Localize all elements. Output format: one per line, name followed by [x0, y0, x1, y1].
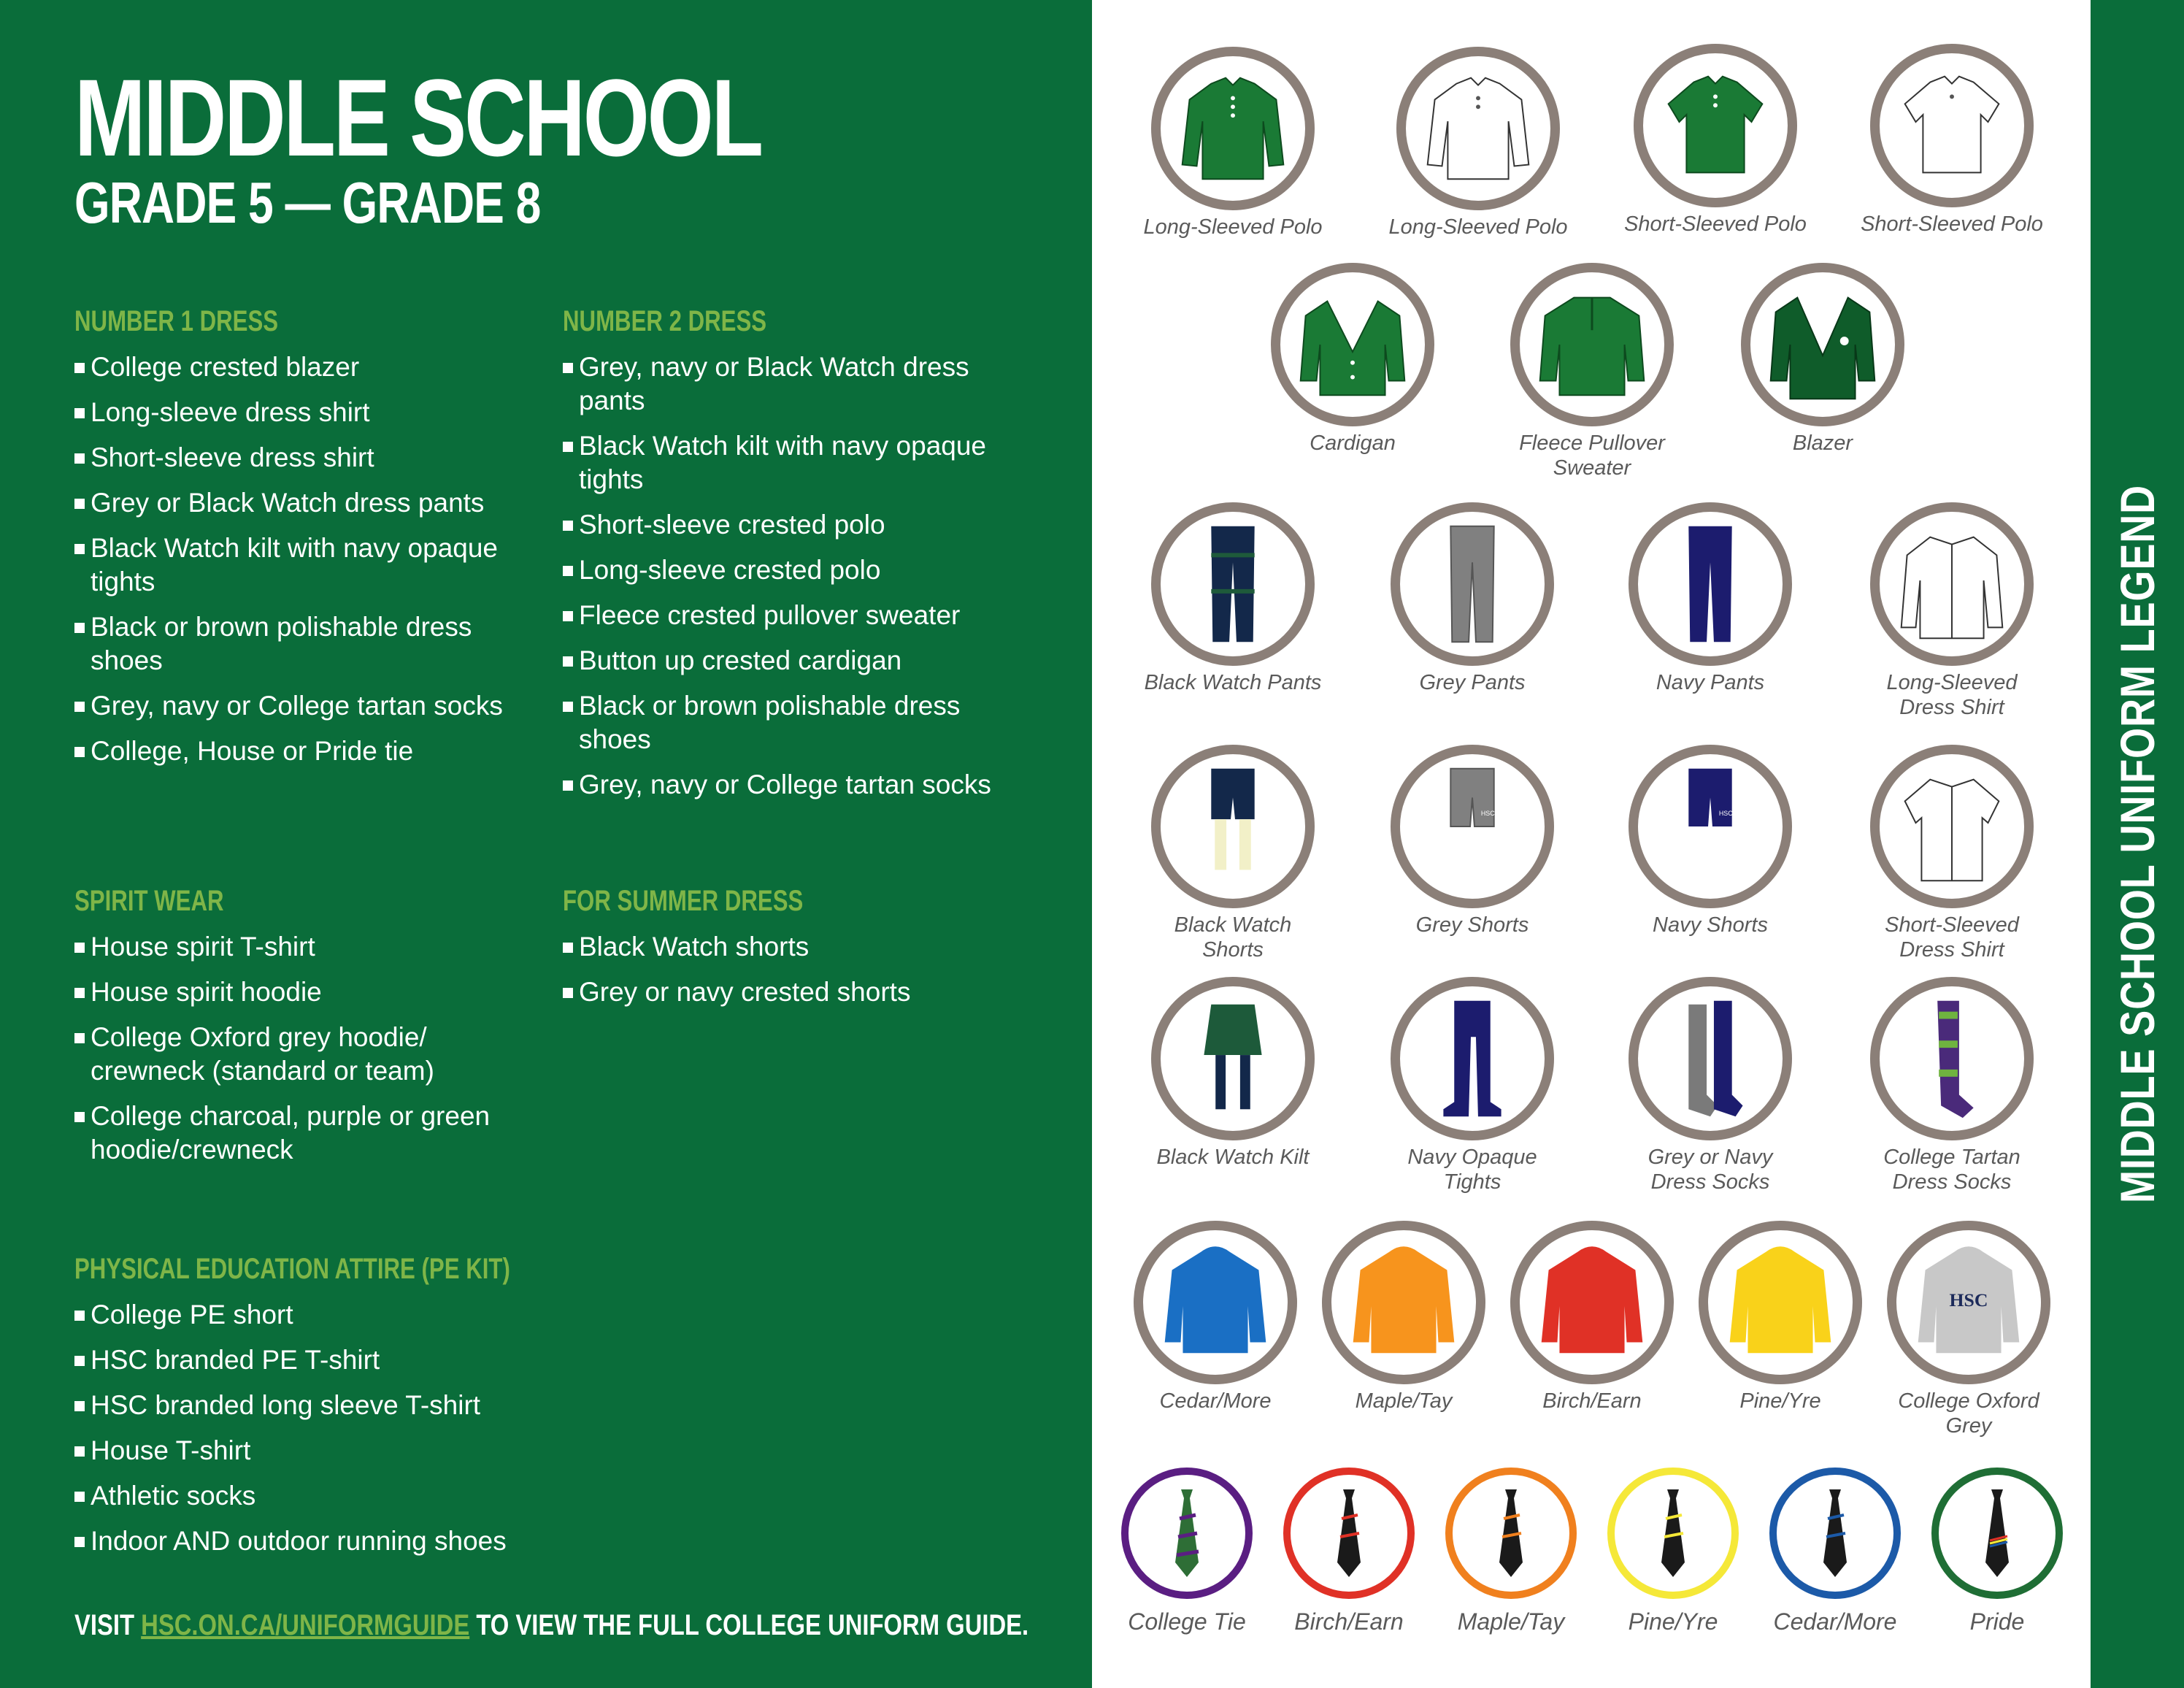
legend-item-navy-shorts: [1619, 745, 1802, 937]
legend-item-green-short-polo: [1624, 44, 1807, 237]
white-short-polo-icon: [1870, 44, 2034, 207]
legend-label: Short-Sleeved Dress Shirt: [1885, 913, 2019, 962]
legend-item-fleece: [1501, 263, 1683, 480]
legend-label: Birch/Earn: [1542, 1389, 1642, 1413]
spirit-wear-section: [74, 885, 542, 1178]
legend-item-tie-pride: [1917, 1468, 2077, 1634]
list-item: Athletic socks: [74, 1479, 542, 1513]
section-heading: FOR SUMMER DRESS: [563, 885, 804, 917]
legend-label: College Tie: [1128, 1608, 1246, 1635]
section-heading: SPIRIT WEAR: [74, 885, 224, 917]
legend-item-hoodie-maple: [1312, 1221, 1495, 1413]
list-item: Grey or Black Watch dress pants: [74, 486, 542, 520]
legend-label: Grey Shorts: [1415, 913, 1529, 937]
legend-item-black-watch-kilt: [1142, 977, 1324, 1170]
legend-item-tie-birch: [1269, 1468, 1429, 1634]
legend-label: Blazer: [1792, 431, 1853, 455]
grey-hoodie-icon: [1887, 1221, 2050, 1384]
fleece-sweater-icon: [1510, 263, 1674, 426]
grey-shorts-text: HSC: [1480, 810, 1495, 818]
legend-label: Maple/Tay: [1355, 1389, 1453, 1413]
legend-label: Black Watch Shorts: [1174, 913, 1292, 962]
legend-label: Long-Sleeved Polo: [1388, 215, 1568, 239]
orange-hoodie-icon: [1322, 1221, 1485, 1384]
uniform-guide-link[interactable]: HSC.ON.CA/UNIFORMGUIDE: [141, 1609, 470, 1641]
maple-tie-icon: [1445, 1468, 1577, 1599]
green-short-polo-icon: [1634, 44, 1797, 207]
legend-item-tie-college: [1107, 1468, 1267, 1634]
legend-label: Long-Sleeved Dress Shirt: [1886, 671, 2018, 719]
birch-tie-icon: [1283, 1468, 1415, 1599]
list-item: Button up crested cardigan: [563, 644, 1030, 678]
black-watch-shorts-icon: [1151, 745, 1315, 908]
legend-item-grey-pants: [1381, 502, 1564, 695]
legend-item-navy-pants: [1619, 502, 1802, 695]
list-item: College crested blazer: [74, 350, 542, 384]
legend-label: Cedar/More: [1773, 1608, 1897, 1635]
pine-tie-icon: [1607, 1468, 1739, 1599]
legend-item-hoodie-cedar: [1124, 1221, 1307, 1413]
list-item: Black Watch shorts: [563, 930, 1030, 964]
list-item: Black or brown polishable dress shoes: [74, 610, 542, 678]
list-item: Grey, navy or College tartan socks: [563, 768, 1030, 802]
pe-kit-list: [74, 1298, 542, 1558]
legend-title-strip: [2091, 0, 2184, 1688]
navy-tights-icon: [1391, 977, 1554, 1140]
legend-label: Grey or Navy Dress Socks: [1647, 1146, 1773, 1194]
legend-label: Long-Sleeved Polo: [1143, 215, 1323, 239]
legend-item-tie-maple: [1431, 1468, 1591, 1634]
list-item: House spirit hoodie: [74, 975, 542, 1009]
list-item: Black or brown polishable dress shoes: [563, 689, 1030, 756]
grey-shorts-icon: [1391, 745, 1554, 908]
legend-label: Birch/Earn: [1294, 1608, 1404, 1635]
list-item: House spirit T-shirt: [74, 930, 542, 964]
legend-item-blazer: [1731, 263, 1914, 456]
visit-suffix: TO VIEW THE FULL COLLEGE UNIFORM GUIDE.: [469, 1609, 1029, 1641]
legend-label: Pine/Yre: [1628, 1608, 1718, 1635]
legend-label: Short-Sleeved Polo: [1861, 212, 2043, 236]
legend-label: Navy Opaque Tights: [1407, 1146, 1537, 1194]
red-hoodie-icon: [1510, 1221, 1674, 1384]
legend-item-tie-pine: [1593, 1468, 1753, 1634]
yellow-hoodie-icon: [1699, 1221, 1862, 1384]
legend-label: Pride: [1969, 1608, 2025, 1635]
legend-item-white-long-polo: [1387, 47, 1569, 239]
cedar-tie-icon: [1769, 1468, 1901, 1599]
summer-dress-section: [563, 885, 1030, 1021]
legend-item-navy-tights: [1381, 977, 1564, 1194]
pride-tie-icon: [1931, 1468, 2063, 1599]
legend-label: Black Watch Pants: [1144, 671, 1322, 694]
cardigan-icon: [1271, 263, 1434, 426]
spirit-wear-list: [74, 930, 542, 1167]
list-item: Short-sleeve crested polo: [563, 508, 1030, 542]
black-watch-pants-icon: [1151, 502, 1315, 666]
section-heading: NUMBER 1 DRESS: [74, 305, 279, 337]
white-long-polo-icon: [1396, 47, 1560, 210]
list-item: Grey, navy or College tartan socks: [74, 689, 542, 723]
legend-label: Navy Shorts: [1653, 913, 1768, 937]
legend-item-tartan-socks: [1861, 977, 2043, 1194]
number1-dress-list: [74, 350, 542, 768]
short-dress-shirt-icon: [1870, 745, 2034, 908]
hoodie-hsc-text: HSC: [1949, 1289, 1988, 1311]
number2-dress-list: [563, 350, 1030, 802]
long-dress-shirt-icon: [1870, 502, 2034, 666]
navy-pants-icon: [1629, 502, 1792, 666]
blazer-icon: [1741, 263, 1904, 426]
list-item: Long-sleeve crested polo: [563, 553, 1030, 587]
uniform-guide-note: [74, 1609, 1028, 1642]
legend-item-green-long-polo: [1142, 47, 1324, 239]
legend-item-long-dress-shirt: [1861, 502, 2043, 720]
visit-prefix: VISIT: [74, 1609, 142, 1641]
legend-item-black-watch-pants: [1142, 502, 1324, 695]
legend-label: College Tartan Dress Socks: [1883, 1146, 2020, 1194]
navy-shorts-icon: [1629, 745, 1792, 908]
list-item: Indoor AND outdoor running shoes: [74, 1524, 542, 1558]
list-item: College, House or Pride tie: [74, 734, 542, 768]
number1-dress-section: [74, 305, 542, 780]
summer-dress-list: [563, 930, 1030, 1009]
legend-item-hoodie-oxford-grey: [1877, 1221, 2060, 1438]
legend-item-grey-shorts: [1381, 745, 1564, 937]
black-watch-kilt-icon: [1151, 977, 1315, 1140]
number2-dress-section: [563, 305, 1030, 813]
pe-kit-section: [74, 1253, 542, 1570]
list-item: Fleece crested pullover sweater: [563, 599, 1030, 632]
legend-label: Maple/Tay: [1457, 1608, 1565, 1635]
college-tie-icon: [1121, 1468, 1253, 1599]
grey-pants-icon: [1391, 502, 1554, 666]
list-item: House T-shirt: [74, 1434, 542, 1468]
legend-label: Navy Pants: [1656, 671, 1765, 694]
list-item: College charcoal, purple or green hoodie/crewneck: [74, 1100, 542, 1167]
legend-label: Cedar/More: [1159, 1389, 1272, 1413]
legend-item-white-short-polo: [1861, 44, 2043, 237]
legend-label: College Oxford Grey: [1898, 1389, 2039, 1438]
legend-item-hoodie-birch: [1501, 1221, 1683, 1413]
section-heading: PHYSICAL EDUCATION ATTIRE (PE KIT): [74, 1253, 510, 1285]
legend-label: Short-Sleeved Polo: [1624, 212, 1807, 236]
navy-shorts-text: HSC: [1718, 810, 1733, 818]
list-item: Grey, navy or Black Watch dress pants: [563, 350, 1030, 418]
list-item: Long-sleeve dress shirt: [74, 396, 542, 429]
list-item: HSC branded PE T-shirt: [74, 1343, 542, 1377]
legend-item-dress-socks: [1619, 977, 1802, 1194]
list-item: HSC branded long sleeve T-shirt: [74, 1389, 542, 1422]
green-long-polo-icon: [1151, 47, 1315, 210]
tartan-socks-icon: [1870, 977, 2034, 1140]
legend-item-tie-cedar: [1755, 1468, 1915, 1634]
dress-socks-icon: [1629, 977, 1792, 1140]
blue-hoodie-icon: [1134, 1221, 1297, 1384]
list-item: College Oxford grey hoodie/ crewneck (standard or team): [74, 1021, 542, 1088]
legend-label: Fleece Pullover Sweater: [1519, 431, 1665, 480]
legend-label: Cardigan: [1310, 431, 1396, 455]
legend-item-cardigan: [1261, 263, 1444, 456]
list-item: Short-sleeve dress shirt: [74, 441, 542, 475]
page-title: MIDDLE SCHOOL: [74, 56, 761, 179]
legend-item-short-dress-shirt: [1861, 745, 2043, 962]
list-item: Grey or navy crested shorts: [563, 975, 1030, 1009]
page-subtitle: GRADE 5 — GRADE 8: [74, 170, 541, 235]
legend-item-black-watch-shorts: [1142, 745, 1324, 962]
legend-title: MIDDLE SCHOOL UNIFORM LEGEND: [2110, 484, 2164, 1204]
list-item: Black Watch kilt with navy opaque tights: [74, 532, 542, 599]
legend-item-hoodie-pine: [1689, 1221, 1872, 1413]
legend-label: Pine/Yre: [1739, 1389, 1821, 1413]
section-heading: NUMBER 2 DRESS: [563, 305, 767, 337]
list-item: Black Watch kilt with navy opaque tights: [563, 429, 1030, 496]
legend-label: Grey Pants: [1419, 671, 1526, 694]
list-item: College PE short: [74, 1298, 542, 1332]
legend-label: Black Watch Kilt: [1156, 1146, 1310, 1169]
